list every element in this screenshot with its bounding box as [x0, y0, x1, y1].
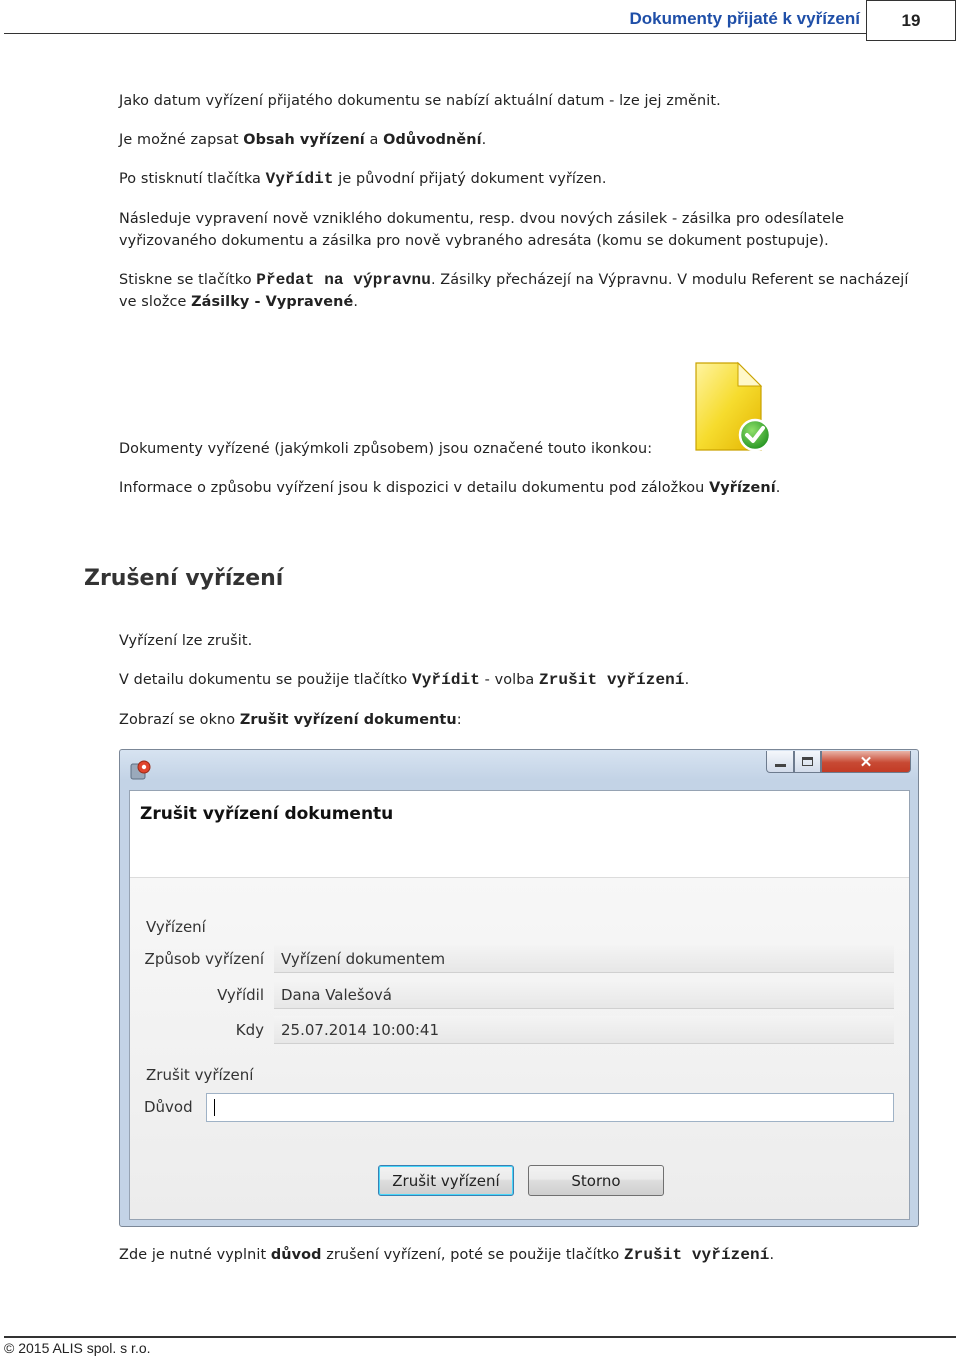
dialog-client-area — [129, 790, 910, 1220]
text: . — [353, 294, 359, 310]
paragraph-date: Jako datum vyřízení přijatého dokumentu se nabízí aktuální datum - lze jej změnit. — [119, 93, 721, 109]
text: Stiskne se tlačítko — [119, 272, 257, 288]
header-divider — [4, 33, 956, 34]
term-duvod: důvod — [270, 1247, 322, 1263]
term-oduvodneni: Odůvodnění — [383, 132, 482, 148]
button-name-vyridit: Vyřídit — [412, 671, 480, 689]
reason-input[interactable] — [206, 1093, 894, 1122]
text: V detailu dokumentu se použije tlačítko — [119, 672, 413, 688]
tab-name-vyrizeni: Vyřízení — [709, 480, 776, 496]
text: . Zásilky přecházejí na Výpravnu. V modulu Referent se nacházejí ve složce — [119, 272, 909, 310]
footer-copyright: © 2015 ALIS spol. s r.o. — [4, 1340, 151, 1356]
paragraph-cancel-how — [119, 669, 924, 691]
text: Po stisknutí tlačítka — [119, 171, 266, 187]
maximize-button[interactable] — [794, 751, 821, 773]
paragraph-final — [119, 1244, 924, 1266]
text: : — [456, 712, 462, 728]
text: . — [684, 672, 690, 688]
minimize-button[interactable] — [766, 751, 794, 773]
maximize-icon — [802, 757, 813, 766]
text: zrušení vyřízení, poté se použije tlačítko — [321, 1247, 624, 1263]
dialog-header — [130, 791, 909, 877]
button-name-zrusit: Zrušit vyřízení — [623, 1246, 770, 1264]
text: . — [769, 1247, 775, 1263]
group-label-zrusit: Zrušit vyřízení — [146, 1066, 254, 1084]
dialog-body — [130, 877, 909, 1219]
cancel-resolution-dialog — [119, 749, 919, 1227]
term-obsah: Obsah vyřízení — [243, 132, 365, 148]
value-zpusob: Vyřízení dokumentem — [274, 945, 894, 973]
label-zpusob: Způsob vyřízení — [144, 950, 264, 968]
paragraph-vypravna — [119, 269, 924, 313]
label-duvod: Důvod — [144, 1098, 193, 1116]
section-heading: Zrušení vyřízení — [84, 566, 284, 591]
text: - volba — [479, 672, 540, 688]
paragraph-cancel-intro: Vyřízení lze zrušit. — [119, 633, 253, 649]
value-kdy: 25.07.2014 10:00:41 — [274, 1016, 894, 1044]
page-number: 19 — [866, 0, 956, 41]
button-name-predat: Předat na výpravnu — [256, 271, 431, 289]
button-name-vyridit: Vyřídit — [265, 170, 334, 188]
text: Informace o způsobu vyířzení jsou k dispozici v detailu dokumentu pod záložkou — [119, 480, 710, 496]
app-icon — [130, 759, 152, 781]
close-icon: ✕ — [859, 753, 873, 771]
paragraph-dispatch: Následuje vypravení nově vzniklého dokumentu, resp. dvou nových zásilek - zásilka pro odesílatele vyřizovaného dokumentu a zásilka pro nově vybraného adresáta (komu se dokument postupuje). — [119, 211, 845, 249]
close-button[interactable] — [821, 751, 911, 773]
paragraph-content — [119, 129, 924, 151]
confirm-cancel-resolution-button[interactable]: Zrušit vyřízení — [378, 1165, 514, 1196]
text: Zde je nutné vyplnit — [119, 1247, 271, 1263]
storno-button[interactable]: Storno — [528, 1165, 664, 1196]
value-vyridil: Dana Valešová — [274, 981, 894, 1009]
minimize-icon — [775, 764, 786, 767]
paragraph-window — [119, 709, 924, 731]
folder-name: Zásilky - Vypravené — [191, 294, 354, 310]
text-caret — [214, 1099, 215, 1116]
footer-divider — [4, 1336, 956, 1338]
text: Zobrazí se okno — [119, 712, 240, 728]
header-title: Dokumenty přijaté k vyřízení — [629, 9, 860, 28]
text: . — [481, 132, 487, 148]
text: . — [775, 480, 781, 496]
option-name-zrusit: Zrušit vyřízení — [539, 671, 685, 689]
dialog-title: Zrušit vyřízení dokumentu — [140, 804, 394, 824]
text: je původní přijatý dokument vyřízen. — [333, 171, 607, 187]
label-vyridil: Vyřídil — [217, 986, 264, 1004]
paragraph-vyridit — [119, 168, 924, 190]
text: a — [364, 132, 384, 148]
label-kdy: Kdy — [235, 1021, 264, 1039]
text: Je možné zapsat — [119, 132, 244, 148]
paragraph-icon: Dokumenty vyřízené (jakýmkoli způsobem) jsou označené touto ikonkou: — [119, 441, 653, 457]
window-name: Zrušit vyřízení dokumentu — [239, 712, 457, 728]
paragraph-info — [119, 477, 924, 499]
group-label-vyrizeni: Vyřízení — [146, 918, 206, 936]
